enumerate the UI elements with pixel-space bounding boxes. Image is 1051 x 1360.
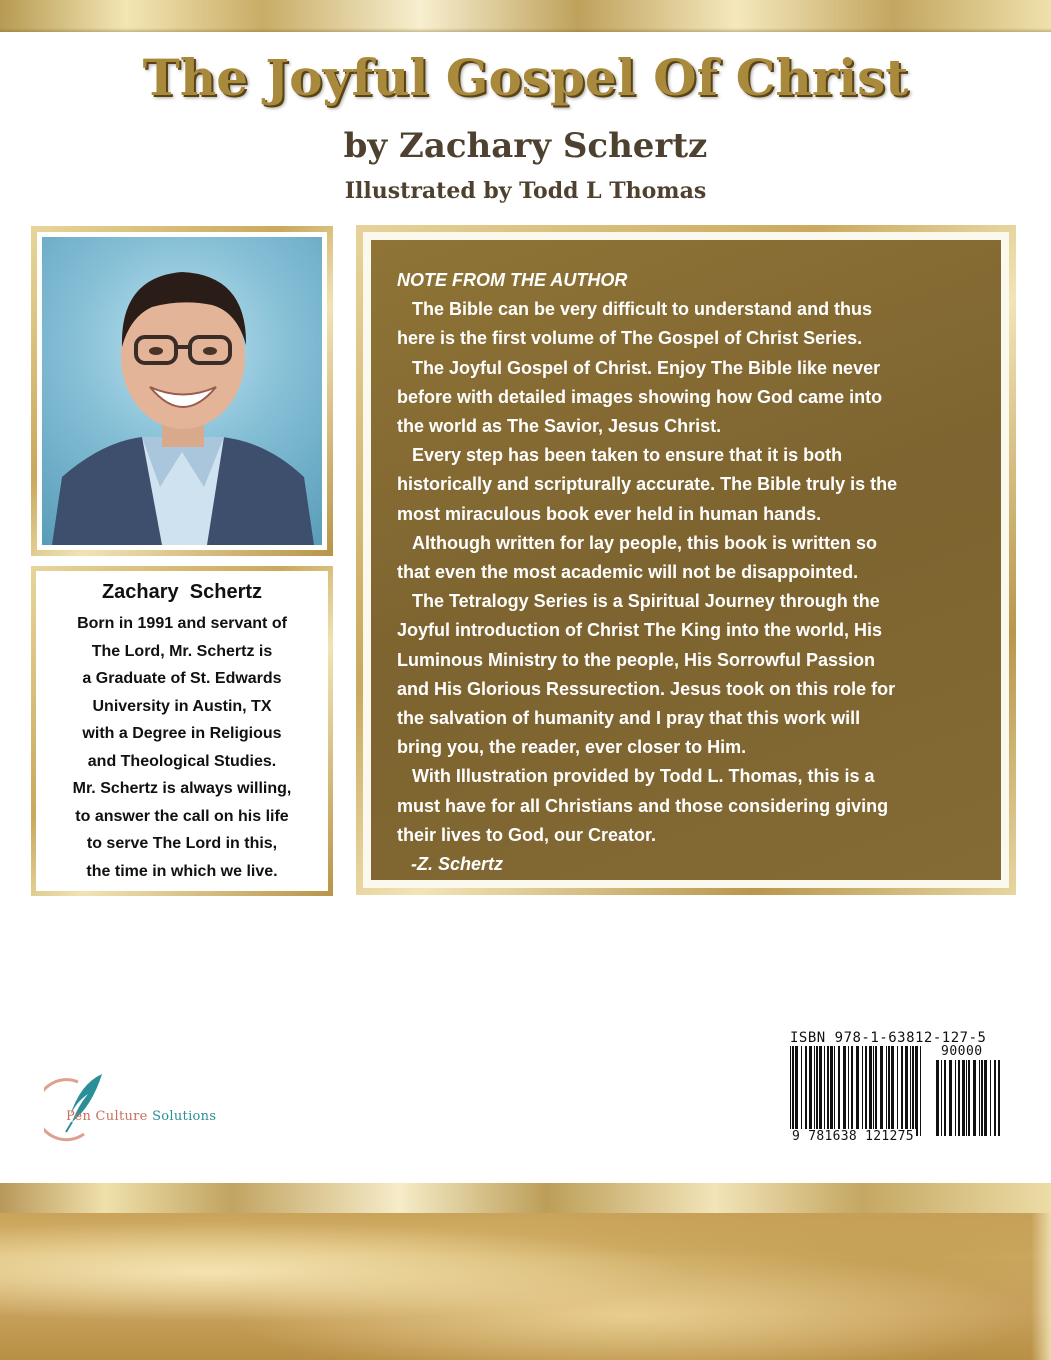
barcode-bar bbox=[790, 1046, 791, 1136]
barcode-bar bbox=[962, 1060, 965, 1136]
barcode-addon-number: 90000 bbox=[941, 1044, 983, 1059]
barcode-bar bbox=[873, 1046, 874, 1136]
note-line: The Tetralogy Series is a Spiritual Journey through the bbox=[412, 591, 880, 612]
barcode-ean-number: 9 781638 121275 bbox=[792, 1129, 914, 1144]
bio-line: Mr. Schertz is always willing, bbox=[72, 780, 292, 797]
barcode-bar bbox=[979, 1060, 980, 1136]
author-name: Zachary Schertz bbox=[101, 581, 263, 603]
barcode-bar bbox=[966, 1060, 967, 1136]
bio-line: to serve The Lord in this, bbox=[86, 835, 278, 852]
note-line: most miraculous book ever held in human hands. bbox=[397, 503, 822, 524]
barcode-bar bbox=[814, 1046, 815, 1136]
barcode-bar bbox=[958, 1060, 960, 1136]
publisher-name-part1: Pen Culture bbox=[66, 1109, 148, 1124]
barcode-bar bbox=[901, 1046, 903, 1136]
bio-line: the time in which we live. bbox=[86, 862, 278, 880]
author-note-frame bbox=[356, 225, 1016, 895]
bio-line: Born in 1991 and servant of bbox=[77, 615, 287, 632]
barcode-bar bbox=[915, 1046, 918, 1136]
barcode-bar bbox=[830, 1046, 833, 1136]
barcode-bar bbox=[936, 1060, 939, 1136]
barcode-bar bbox=[792, 1046, 794, 1136]
barcode-bar bbox=[912, 1046, 914, 1136]
barcode-bar bbox=[795, 1046, 798, 1136]
barcode-bar bbox=[848, 1046, 849, 1136]
note-line: bring you, the reader, ever closer to Him. bbox=[397, 737, 747, 758]
barcode-bar bbox=[819, 1046, 822, 1136]
barcode-bar bbox=[968, 1060, 970, 1136]
barcode-bar bbox=[888, 1046, 890, 1136]
bio-line: and Theological Studies. bbox=[87, 752, 277, 770]
bottom-gold-band bbox=[0, 1183, 1051, 1213]
note-line: the world as The Savior, Jesus Christ. bbox=[397, 416, 722, 437]
barcode-bar bbox=[824, 1046, 825, 1136]
barcode-bar bbox=[827, 1046, 829, 1136]
illustrator-credit: Illustrated by Todd L Thomas bbox=[344, 178, 707, 204]
publisher-name bbox=[66, 1109, 216, 1124]
top-gold-band bbox=[0, 0, 1051, 32]
publisher-name-part2: Solutions bbox=[152, 1109, 217, 1124]
bio-line: The Lord, Mr. Schertz is bbox=[91, 642, 273, 660]
isbn-label: ISBN 978-1-63812-127-5 bbox=[790, 1030, 987, 1046]
barcode-bar bbox=[944, 1060, 946, 1136]
barcode-bar bbox=[805, 1046, 807, 1136]
note-line: With Illustration provided by Todd L. Thomas, this is a bbox=[412, 766, 875, 787]
barcode-bar bbox=[955, 1060, 956, 1136]
barcode-bar bbox=[973, 1060, 976, 1136]
barcode-bar bbox=[838, 1046, 840, 1136]
note-line: Although written for lay people, this book is written so bbox=[412, 532, 878, 553]
book-title: The Joyful Gospel Of Christ bbox=[142, 48, 909, 107]
barcode-bar bbox=[920, 1046, 921, 1136]
barcode-bar bbox=[809, 1046, 812, 1136]
author-bio-frame bbox=[31, 566, 333, 896]
barcode-bar bbox=[984, 1060, 987, 1136]
note-line: must have for all Christians and those considering giving bbox=[397, 795, 889, 816]
barcode-bar bbox=[856, 1046, 859, 1136]
barcode-bar bbox=[869, 1046, 872, 1136]
bio-line: to answer the call on his life bbox=[75, 807, 289, 825]
barcode-bar bbox=[880, 1046, 883, 1136]
author-photo bbox=[42, 237, 322, 545]
bio-line: with a Degree in Religious bbox=[82, 725, 282, 742]
author-note bbox=[371, 240, 1001, 880]
barcode-bar bbox=[990, 1060, 991, 1136]
bio-line: a Graduate of St. Edwards bbox=[82, 670, 282, 687]
note-line: historically and scripturally accurate. The Bible truly is the bbox=[397, 474, 898, 495]
note-line: The Joyful Gospel of Christ. Enjoy The Bible like never bbox=[412, 357, 881, 378]
note-line: before with detailed images showing how God came into bbox=[397, 386, 883, 407]
author-photo-frame bbox=[31, 226, 333, 556]
barcode-bar bbox=[891, 1046, 894, 1136]
barcode-bar bbox=[994, 1060, 996, 1136]
author-bio bbox=[36, 571, 328, 891]
note-line: The Bible can be very difficult to understand and thus bbox=[412, 299, 873, 320]
author-byline: by Zachary Schertz bbox=[343, 126, 708, 166]
barcode-bar bbox=[843, 1046, 846, 1136]
note-line: Every step has been taken to ensure that it is both bbox=[412, 445, 843, 466]
barcode-bar bbox=[949, 1060, 952, 1136]
barcode-bar bbox=[816, 1046, 818, 1136]
barcode-bar bbox=[862, 1046, 863, 1136]
barcode-bar bbox=[897, 1046, 898, 1136]
note-line: that even the most academic will not be disappointed. bbox=[397, 562, 859, 583]
barcode-bar bbox=[981, 1060, 983, 1136]
note-heading: NOTE FROM THE AUTHOR bbox=[397, 270, 628, 290]
barcode-bar bbox=[905, 1046, 908, 1136]
note-line: and His Glorious Ressurection. Jesus took on this role for bbox=[397, 678, 896, 699]
barcode-bar bbox=[875, 1046, 877, 1136]
bio-line: University in Austin, TX bbox=[92, 697, 272, 715]
barcode-bar bbox=[910, 1046, 911, 1136]
note-line: the salvation of humanity and I pray that this work will bbox=[397, 708, 861, 729]
barcode-bar bbox=[886, 1046, 887, 1136]
barcode-bar bbox=[998, 1060, 1000, 1136]
barcode-bar bbox=[801, 1046, 802, 1136]
barcode-bar bbox=[941, 1060, 942, 1136]
note-line: here is the first volume of The Gospel of Christ Series. bbox=[397, 328, 863, 349]
note-line: Luminous Ministry to the people, His Sorrowful Passion bbox=[397, 649, 876, 670]
note-line: Joyful introduction of Christ The King into the world, His bbox=[397, 620, 882, 641]
bottom-gold-texture bbox=[0, 1213, 1051, 1360]
barcode-bar bbox=[865, 1046, 867, 1136]
note-signature: -Z. Schertz bbox=[411, 854, 504, 875]
quill-pen-icon bbox=[44, 1072, 244, 1142]
note-line: their lives to God, our Creator. bbox=[397, 824, 657, 845]
barcode-bar bbox=[851, 1046, 853, 1136]
barcode-bar bbox=[834, 1046, 835, 1136]
